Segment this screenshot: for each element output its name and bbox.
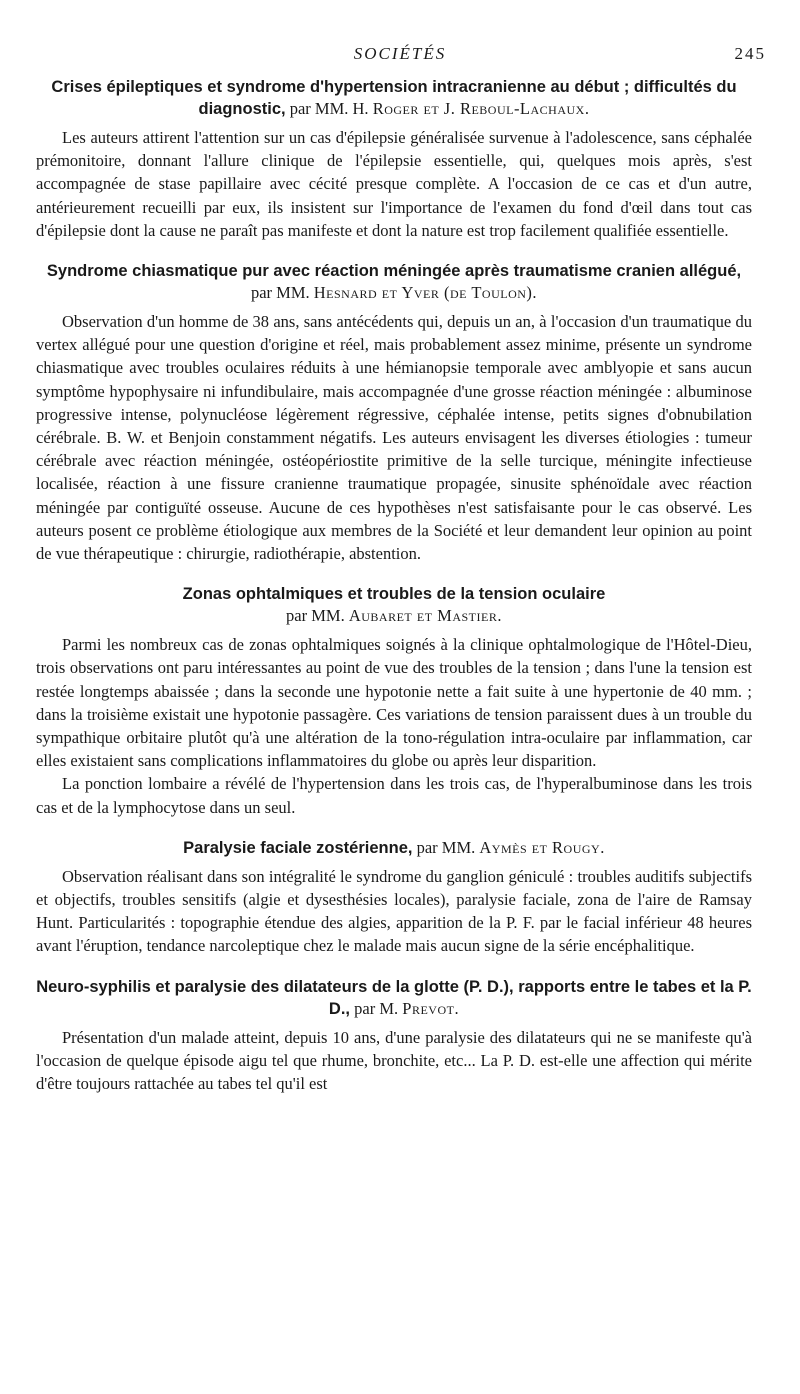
abstract-title: Zonas ophtalmiques et troubles de la tension oculaire — [182, 585, 606, 604]
abstract-heading — [36, 837, 752, 859]
abstract-title: Syndrome chiasmatique pur avec réaction méningée après traumatisme cranien allégué, — [46, 262, 742, 281]
abstract-heading — [36, 976, 752, 1020]
page-content — [36, 76, 752, 1095]
abstract-title: Crises épileptiques et syndrome d'hypertension intracranienne au début ; difficultés du diagnostic, — [51, 78, 737, 118]
abstract-paragraph: La ponction lombaire a révélé de l'hypertension dans les trois cas, de l'hyperalbuminose dans les trois cas et de la lymphocytose dans un seul. — [36, 774, 752, 817]
running-head — [0, 44, 800, 66]
abstract-authors: Hesnard et Yver (de Toulon). — [313, 283, 538, 303]
running-head-title: SOCIÉTÉS — [353, 44, 447, 63]
abstract-authors: Prevot. — [402, 998, 460, 1018]
page-number: 245 — [734, 44, 766, 63]
abstract-section — [36, 76, 752, 242]
abstract-authors: Roger et J. Reboul-Lachaux. — [372, 99, 590, 118]
abstract-heading — [36, 260, 752, 304]
abstract-byline: par MM. — [286, 606, 349, 626]
abstract-section — [36, 976, 752, 1096]
abstract-authors: Aymès et Rougy. — [479, 837, 605, 857]
abstract-paragraph: Parmi les nombreux cas de zonas ophtalmiques soignés à la clinique ophtalmologique de l'Hôtel-Dieu, trois observations ont paru intéressantes au point de vue des troubles de la tension ; dans l'une la tension est restée longtemps abaissée ; dans la seconde une hypotonie nette a fait suite à une hypertonie de 40 mm. ; dans la troisième existait une hypotonie passagère. Ces variations de tension paraissent dues à un trouble du sympathique orbitaire plutôt qu'à une altération de la tono-régulation intra-oculaire par inflammation, car elles existaient sans complications inflammatoires du globe ou après leur disparition. — [36, 635, 752, 771]
abstract-paragraph: Présentation d'un malade atteint, depuis 10 ans, d'une paralysie des dilatateurs qui ne se manifeste qu'à l'occasion de quelque épisode aigu tel que rhume, bronchite, etc... La P. D. est-elle une affection qui mérite d'être toujours rattachée au tabes tel qu'il est — [36, 1027, 752, 1094]
abstract-title: Paralysie faciale zostérienne, — [183, 838, 413, 857]
abstract-title: Neuro-syphilis et paralysie des dilatateurs de la glotte (P. D.), rapports entre le tabes et la P. D., — [36, 977, 752, 1018]
abstract-heading — [36, 583, 752, 627]
abstract-authors: Aubaret et Mastier. — [348, 606, 502, 626]
abstract-section — [36, 583, 752, 819]
abstract-byline: par M. — [350, 998, 403, 1018]
abstract-byline: par MM. — [412, 837, 480, 857]
abstract-section — [36, 260, 752, 565]
abstract-byline: par MM. — [250, 283, 314, 303]
abstract-section — [36, 837, 752, 958]
abstract-byline: par MM. H. — [285, 99, 373, 118]
abstract-paragraph: Les auteurs attirent l'attention sur un cas d'épilepsie généralisée survenue à l'adolescence, sans céphalée prémonitoire, donnant l'allure clinique de l'épilepsie essentielle, qui, quelques mois après, s'est accompagnée de stase papillaire avec cécité presque complète. A l'occasion de ce cas et d'un autre, antérieurement recueilli par eux, ils insistent sur l'importance de l'examen du fond d'œil dans tout cas d'épilepsie dont la cause ne paraît pas manifeste et dont la nature est trop facilement qualifiée essentielle. — [36, 128, 752, 240]
abstract-heading — [36, 76, 752, 120]
abstract-paragraph: Observation d'un homme de 38 ans, sans antécédents qui, depuis un an, à l'occasion d'un traumatique du vertex allégué pour une question d'origine et réel, mais probablement assez minime, présente un syndrome chiasmatique avec troubles oculaires réduits à une hémianopsie temporale avec amblyopie et sans aucun symptôme hypophysaire ni infundibulaire, mais accompagnée d'une grosse réaction méningée : albuminose progressive intense, polynucléose légèrement régressive, céphalée intense, petits signes d'obnubilation cérébrale. B. W. et Benjoin constamment négatifs. Les auteurs envisagent les diverses étiologies : tumeur cérébrale avec réaction méningée, ostéopériostite primitive de la selle turcique, méningite infectieuse localisée, réaction à une fissure cranienne traumatique propagée, sinusite sphénoïdale avec réaction méningée par contiguïté osseuse. Aucune de ces hypothèses n'est satisfaisante pour le cas observé. Les auteurs posent ce problème étiologique aux membres de la Société et leur demandent leur opinion au point de vue thérapeutique : chirurgie, radiothérapie, abstention. — [36, 312, 752, 564]
abstract-paragraph: Observation réalisant dans son intégralité le syndrome du ganglion géniculé : troubles auditifs subjectifs et objectifs, troubles sensitifs (algie et dysesthésies locales), paralysie faciale, zona de l'aire de Ramsay Hunt. Particularités : topographie étendue des algies, apparition de la P. F. par le facial inférieur 48 heures avant l'éruption, tendance narcoleptique chez le malade mais aucun signe de la série encéphalitique. — [36, 866, 752, 956]
